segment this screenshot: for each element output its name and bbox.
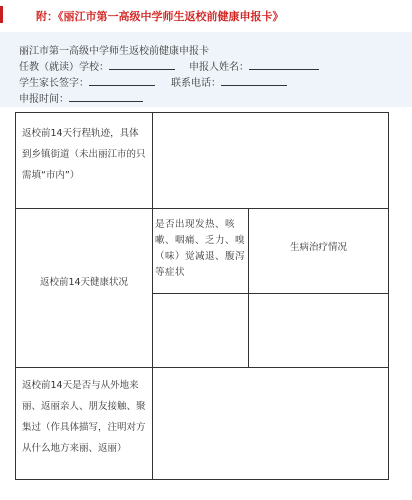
form-title: 丽江市第一高级中学师生返校前健康申报卡 [19, 46, 209, 57]
name-label: 申报人姓名： [189, 62, 249, 73]
symptoms-label: 是否出现发热、咳嗽、咽痛、乏力、嗅（味）觉减退、腹泻等症状 [155, 219, 246, 278]
phone-blank[interactable] [221, 75, 287, 86]
school-label: 任教（就读）学校： [19, 62, 109, 73]
health-status-label: 返校前14天健康状况 [39, 277, 129, 288]
school-blank[interactable] [109, 59, 175, 70]
treatment-input[interactable] [249, 294, 389, 367]
header-accent-bar [0, 6, 3, 23]
symptoms-input[interactable] [152, 294, 248, 367]
date-label: 申报时间： [19, 94, 69, 105]
treatment-label: 生病治疗情况 [289, 242, 347, 253]
contact-history-input[interactable] [152, 368, 389, 480]
parent-field-row [19, 74, 287, 89]
date-field-row [19, 90, 143, 105]
parent-signature-blank[interactable] [89, 75, 155, 86]
parent-signature-label: 学生家长签字： [19, 78, 89, 89]
school-field-row [19, 58, 319, 73]
date-blank[interactable] [69, 91, 143, 102]
phone-label: 联系电话： [171, 78, 221, 89]
name-blank[interactable] [249, 59, 319, 70]
declaration-table [15, 112, 389, 480]
contact-history-label: 返校前14天是否与从外地来丽、返丽亲人、朋友接触、聚集过（作具体描写，注明对方从什么地方来丽、返丽） [22, 380, 146, 454]
itinerary-label: 返校前14天行程轨迹，具体到乡镇街道（未出丽江市的只需填“市内”） [22, 128, 146, 181]
page-title [36, 8, 284, 24]
title-text: 《丽江市第一高级中学师生返校前健康申报卡》 [58, 10, 284, 23]
title-prefix: 附： [36, 10, 58, 23]
table-row-divider-1 [16, 208, 389, 209]
itinerary-input[interactable] [152, 113, 389, 208]
form-header [0, 32, 412, 107]
